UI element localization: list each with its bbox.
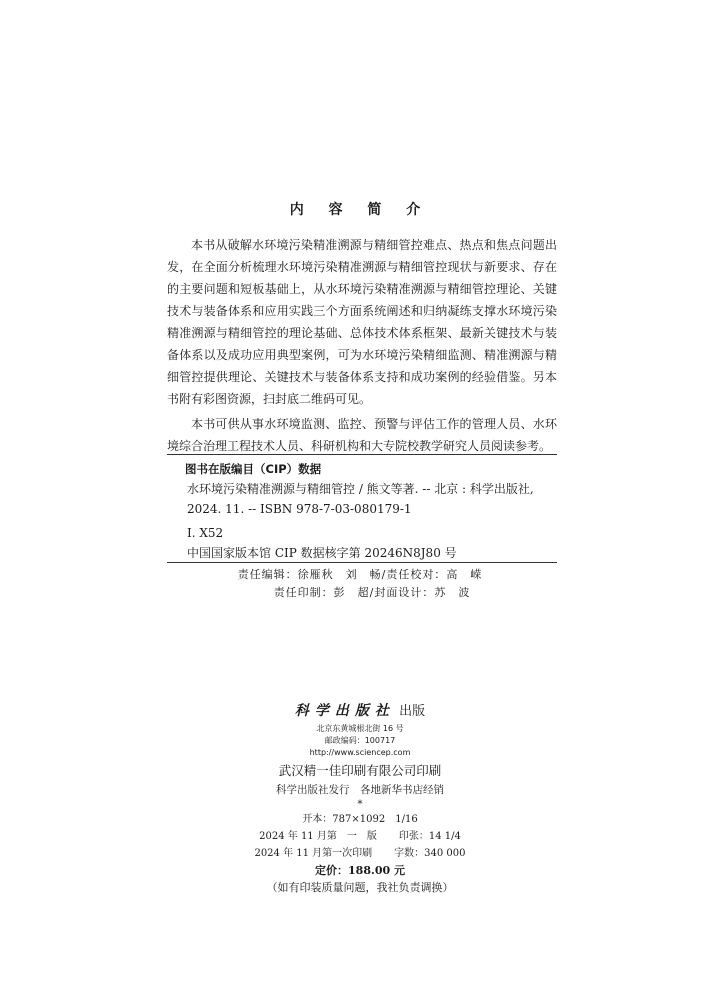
intro-title: 内 容 简 介 — [289, 202, 431, 218]
edition-line — [0, 828, 720, 845]
publisher-website: http://www.sciencep.com — [309, 748, 411, 757]
price-line — [0, 862, 720, 879]
publisher-address: 北京东黄城根北街 16 号 — [316, 724, 404, 733]
intro-body — [167, 234, 557, 460]
words-text: 字数：340 000 — [394, 848, 466, 859]
cip-heading: 图书在版编目（CIP）数据 — [185, 462, 322, 476]
format-line: 开本：787×1092 1/16 — [302, 814, 418, 825]
publish-label: 出版 — [399, 704, 426, 719]
price-label: 定价： — [315, 864, 349, 877]
sheets-text: 印张：14 1/4 — [398, 831, 461, 842]
publisher-logotype: 科学出版社 — [294, 703, 395, 719]
cip-line-isbn: 2024. 11. -- ISBN 978-7-03-080179-1 — [187, 502, 412, 516]
printer-line: 武汉精一佳印刷有限公司印刷 — [278, 763, 442, 778]
cip-top-divider — [167, 454, 557, 455]
cip-bottom-divider — [167, 562, 557, 563]
colophon — [0, 700, 720, 897]
editors-row-1: 责任编辑：徐雁秋 刘 畅/责任校对：高 嵘 — [237, 568, 483, 581]
cip-line-record-number: 中国国家版本馆 CIP 数据核字第 20246N8J80 号 — [187, 546, 457, 560]
printing-line — [0, 845, 720, 862]
intro-paragraph-2: 本书可供从事水环境监测、监控、预警与评估工作的管理人员、水环境综合治理工程技术人员、科研机构和大专院校教学研究人员阅读参考。 — [167, 417, 557, 453]
quality-notice: （如有印装质量问题，我社负责调换） — [266, 881, 454, 894]
printing-text: 2024 年 11 月第一次印刷 — [254, 848, 373, 859]
separator-mark: * — [357, 799, 363, 810]
cip-line-title: 水环境污染精准溯源与精细管控 / 熊文等著. -- 北京 : 科学出版社, — [187, 482, 534, 496]
publisher-postcode: 邮政编码：100717 — [324, 736, 396, 745]
price-value: 188.00 元 — [348, 864, 405, 877]
cip-block — [187, 459, 557, 563]
publisher-line — [0, 700, 720, 723]
cip-line-classification: I. X52 — [187, 526, 224, 540]
editors-row-2: 责任印制：彭 超/封面设计：苏 波 — [273, 586, 471, 599]
distribution-line: 科学出版社发行 各地新华书店经销 — [276, 784, 444, 796]
edition-text: 2024 年 11 月第 一 版 — [259, 831, 377, 842]
intro-paragraph-1: 本书从破解水环境污染精准溯源与精细管控难点、热点和焦点问题出发，在全面分析梳理水环境污染精准溯源与精细管控现状与新要求、存在的主要问题和短板基础上，从水环境污染精准溯源与精细管控理论、关键技术与装备体系和应用实践三个方面系统阐述和归纳凝练支撑水环境污染精准溯源与精细管控的理论基础、总体技术体系框架、最新关键技术与装备体系以及成功应用典型案例，可为水环境污染精细监测、精准溯源与精细管控提供理论、关键技术与装备体系支持和成功案例的经验借鉴。另本书附有彩图资源，扫封底二维码可见。 — [167, 238, 557, 406]
